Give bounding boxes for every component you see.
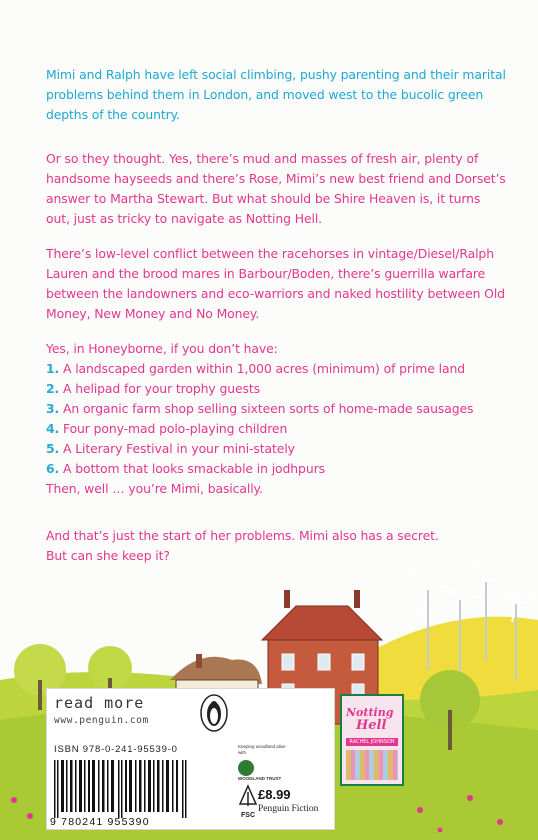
paragraph-or-so-they-thought: Or so they thought. Yes, there’s mud and masses of fresh air, plenty of handsome hayseeds and there’s Rose, Mimi’s new best friend and Dorset’s answer to Martha Stewart. But what should be Shire Heaven is, it turns out, just as tricky to navigate as Notting Hell. — [46, 151, 506, 226]
price: £8.99 — [258, 787, 291, 802]
read-more-label: read more — [54, 694, 145, 712]
thumb-title-line-1: Notting — [346, 706, 394, 719]
list-text: A landscaped garden within 1,000 acres (minimum) of prime land — [62, 361, 465, 376]
list-item — [46, 379, 506, 399]
list-intro: Yes, in Honeyborne, if you don’t have: — [46, 341, 278, 356]
list-number: 4. — [46, 421, 60, 436]
closing-line-1: And that’s just the start of her problems. Mimi also has a secret. — [46, 528, 439, 543]
woodland-text: Keeping woodland alive with — [238, 744, 286, 755]
fsc-label: FSC — [241, 812, 255, 819]
list-number: 2. — [46, 381, 60, 396]
closing-line-2: But can she keep it? — [46, 548, 170, 563]
list-number: 6. — [46, 461, 60, 476]
barcode-number: 9 780241 955390 — [50, 816, 150, 828]
list-item — [46, 419, 506, 439]
list-text: An organic farm shop selling sixteen sorts of home-made sausages — [62, 401, 474, 416]
website-url[interactable]: www.penguin.com — [54, 715, 149, 726]
list-outro: Then, well … you’re Mimi, basically. — [46, 481, 263, 496]
honeyborne-list-section — [46, 339, 506, 499]
woodland-trust-badge — [238, 744, 288, 782]
list-number: 5. — [46, 441, 60, 456]
read-more-box — [48, 690, 196, 734]
thumb-title-line-2: Hell — [356, 718, 387, 733]
list-item — [46, 359, 506, 379]
imprint: Penguin Fiction — [258, 804, 319, 814]
book-cover-thumbnail — [340, 694, 404, 786]
intro-paragraph: Mimi and Ralph have left social climbing, pushy parenting and their marital problems behind them in London, and moved west to the bucolic green depths of the country. — [46, 67, 506, 122]
list-item — [46, 459, 506, 479]
list-item — [46, 399, 506, 419]
woodland-logo-text: WOODLAND TRUST — [238, 776, 282, 781]
list-text: A Literary Festival in your mini-stately — [62, 441, 295, 456]
thumb-author: RACHEL JOHNSON — [346, 738, 398, 746]
fsc-logo — [238, 784, 258, 820]
penguin-logo-icon — [200, 694, 228, 732]
list-number: 3. — [46, 401, 60, 416]
thumb-illustration — [346, 750, 398, 780]
tree-icon — [238, 760, 254, 776]
list-text: Four pony-mad polo-playing children — [62, 421, 288, 436]
paragraph-conflict: There’s low-level conflict between the racehorses in vintage/Diesel/Ralph Lauren and the brood mares in Barbour/Boden, there’s guerrilla warfare between the landowners and eco-warriors and naked hostility between Old Money, New Money and No Money. — [46, 246, 505, 321]
list-text: A bottom that looks smackable in jodhpurs — [62, 461, 325, 476]
list-item — [46, 439, 506, 459]
fsc-tree-icon — [238, 784, 258, 808]
list-number: 1. — [46, 361, 60, 376]
barcode — [52, 760, 190, 818]
list-text: A helipad for your trophy guests — [62, 381, 260, 396]
isbn: ISBN 978-0-241-95539-0 — [54, 744, 178, 755]
